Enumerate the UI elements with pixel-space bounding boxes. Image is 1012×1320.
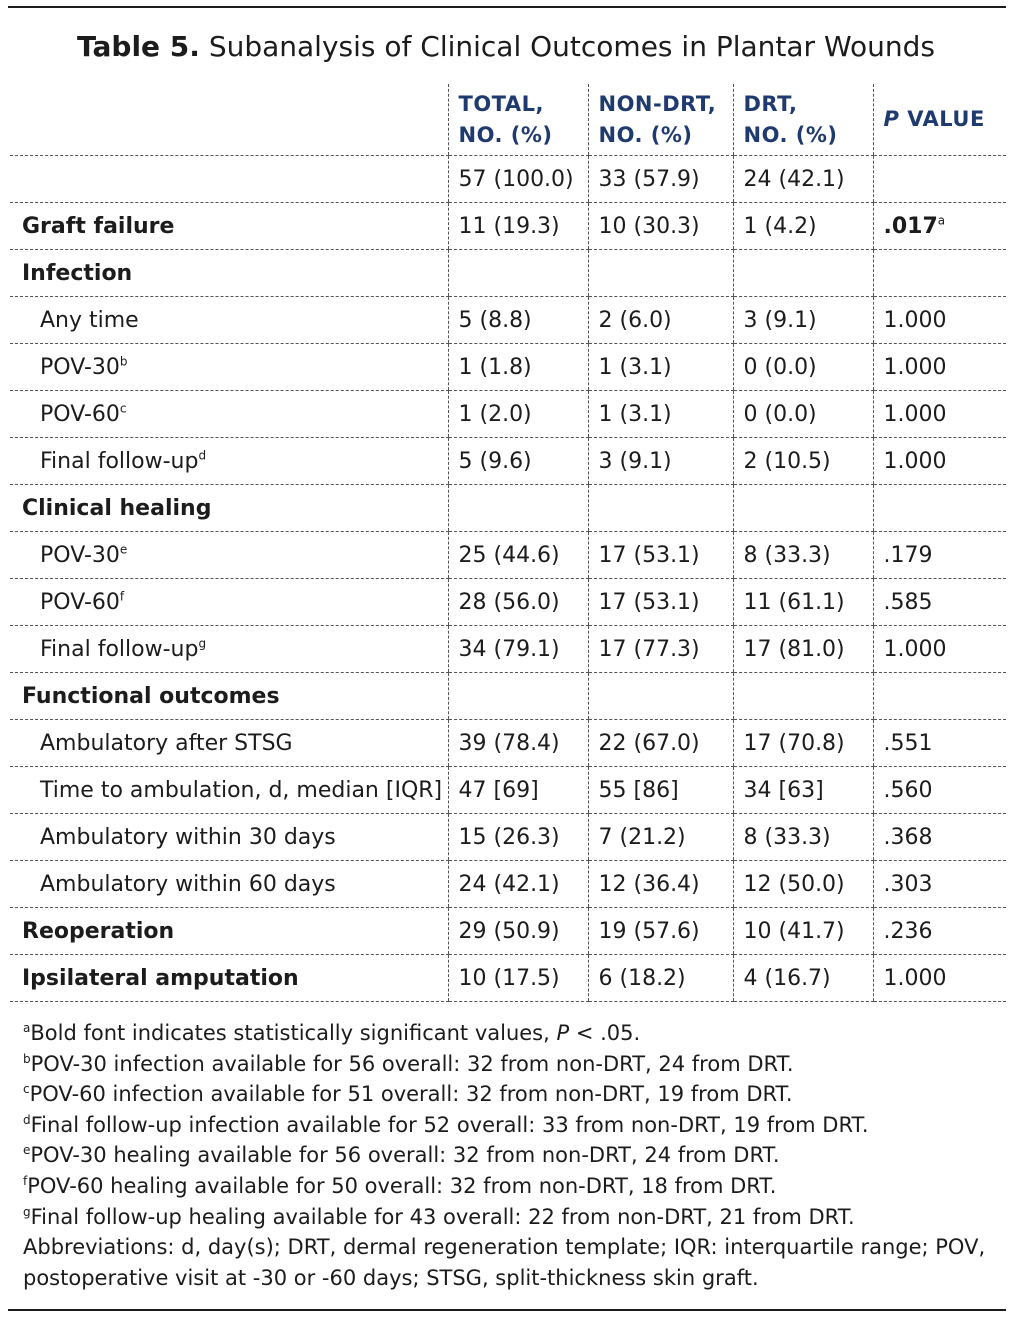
table-title	[0, 30, 1012, 64]
section-label: Clinical healing	[10, 485, 448, 532]
cell-total: 57 (100.0)	[448, 156, 588, 203]
cell-non-drt	[588, 250, 733, 297]
row-label: POV-30e	[10, 532, 448, 579]
table-row	[10, 532, 1006, 579]
footnote-c: $^c$POV-60 infection available for 51 overall: 32 from non-DRT, 19 from DRT.	[23, 1082, 793, 1107]
cell-non-drt: 7 (21.2)	[588, 814, 733, 861]
cell-p-value: .017$^a$	[873, 203, 1006, 250]
cell-non-drt: 17 (53.1)	[588, 532, 733, 579]
footnote-mark: e	[119, 542, 128, 557]
table-row	[10, 579, 1006, 626]
cell-non-drt: 12 (36.4)	[588, 861, 733, 908]
footnote-mark: c	[119, 401, 127, 416]
cell-non-drt: 1 (3.1)	[588, 344, 733, 391]
row-label: Any time	[10, 297, 448, 344]
footnote-b: $^b$POV-30 infection available for 56 overall: 32 from non-DRT, 24 from DRT.	[23, 1051, 794, 1076]
cell-p-value: 1.000	[873, 297, 1006, 344]
row-label: Ambulatory within 60 days	[10, 861, 448, 908]
header-total: TOTAL, NO. (%)	[448, 84, 588, 156]
cell-non-drt	[588, 485, 733, 532]
table-row	[10, 720, 1006, 767]
row-label	[10, 156, 448, 203]
table-row	[10, 438, 1006, 485]
cell-p-value: 1.000	[873, 626, 1006, 673]
cell-p-value	[873, 673, 1006, 720]
cell-drt: 1 (4.2)	[733, 203, 873, 250]
cell-non-drt: 1 (3.1)	[588, 391, 733, 438]
cell-non-drt: 10 (30.3)	[588, 203, 733, 250]
cell-total: 24 (42.1)	[448, 861, 588, 908]
cell-non-drt: 2 (6.0)	[588, 297, 733, 344]
footnote-a: $^a$Bold font indicates statistically significant values, P < .05.	[23, 1021, 641, 1045]
table-row	[10, 908, 1006, 955]
header-drt: DRT, NO. (%)	[733, 84, 873, 156]
footnote-g: $^g$Final follow-up healing available for 43 overall: 22 from non-DRT, 21 from DRT.	[23, 1204, 855, 1229]
cell-total: 28 (56.0)	[448, 579, 588, 626]
table-row	[10, 344, 1006, 391]
table-row	[10, 814, 1006, 861]
bottom-rule	[8, 1309, 1006, 1311]
row-label: Final follow-$up^d$	[10, 438, 448, 485]
cell-p-value: 1.000	[873, 955, 1006, 1002]
table-footnotes	[23, 1018, 998, 1293]
outcomes-table	[10, 84, 1006, 1002]
table-caption: Subanalysis of Clinical Outcomes in Plantar Wounds	[208, 30, 935, 63]
cell-drt: 11 (61.1)	[733, 579, 873, 626]
cell-p-value: .368	[873, 814, 1006, 861]
table-row	[10, 955, 1006, 1002]
footnote-d: $^d$Final follow-up infection available for 52 overall: 33 from non-DRT, 19 from DRT.	[23, 1112, 869, 1137]
table-row	[10, 250, 1006, 297]
cell-non-drt	[588, 673, 733, 720]
table-row	[10, 391, 1006, 438]
row-label: Graft failure	[10, 203, 448, 250]
abbreviations-note: Abbreviations: d, day(s); DRT, dermal regeneration template; IQR: interquartile range; POV, postoperative visit at -30 or -60 days; STSG, split-thickness skin graft.	[23, 1235, 986, 1290]
footnote-f: $^f$POV-60 healing available for 50 overall: 32 from non-DRT, 18 from DRT.	[23, 1173, 777, 1198]
cell-total: 34 (79.1)	[448, 626, 588, 673]
cell-total	[448, 485, 588, 532]
table-row	[10, 626, 1006, 673]
cell-p-value	[873, 156, 1006, 203]
table-row	[10, 861, 1006, 908]
table-row	[10, 297, 1006, 344]
cell-total: 39 (78.4)	[448, 720, 588, 767]
cell-total: 1 (2.0)	[448, 391, 588, 438]
cell-p-value: 1.000	[873, 391, 1006, 438]
cell-total: 1 (1.8)	[448, 344, 588, 391]
cell-p-value: .236	[873, 908, 1006, 955]
cell-p-value: .179	[873, 532, 1006, 579]
row-label: POV-60$^c$	[10, 391, 448, 438]
footnote-mark: a	[937, 213, 946, 228]
cell-p-value	[873, 250, 1006, 297]
cell-drt: 17 (81.0)	[733, 626, 873, 673]
cell-non-drt: 22 (67.0)	[588, 720, 733, 767]
cell-non-drt: 19 (57.6)	[588, 908, 733, 955]
cell-p-value	[873, 485, 1006, 532]
row-label: Final follow-$up^g$	[10, 626, 448, 673]
row-label: Ipsilateral amputation	[10, 955, 448, 1002]
row-label: POV-30$^b$	[10, 344, 448, 391]
cell-non-drt: 17 (53.1)	[588, 579, 733, 626]
header-row	[10, 84, 1006, 156]
cell-drt: 4 (16.7)	[733, 955, 873, 1002]
cell-drt: 8 (33.3)	[733, 532, 873, 579]
section-label: Functional outcomes	[10, 673, 448, 720]
cell-p-value: 1.000	[873, 438, 1006, 485]
cell-drt: 12 (50.0)	[733, 861, 873, 908]
cell-total	[448, 673, 588, 720]
header-p-value: P VALUE	[873, 84, 1006, 156]
cell-drt: 0 (0.0)	[733, 391, 873, 438]
cell-total: 5 (8.8)	[448, 297, 588, 344]
cell-non-drt: 6 (18.2)	[588, 955, 733, 1002]
cell-total	[448, 250, 588, 297]
cell-drt: 34 [63]	[733, 767, 873, 814]
top-rule	[8, 6, 1006, 8]
cell-total: 15 (26.3)	[448, 814, 588, 861]
footnote-mark: b	[119, 354, 128, 369]
cell-drt: 10 (41.7)	[733, 908, 873, 955]
cell-drt	[733, 485, 873, 532]
table-row	[10, 485, 1006, 532]
cell-drt	[733, 673, 873, 720]
section-label: Infection	[10, 250, 448, 297]
footnote-mark: f	[119, 589, 125, 604]
cell-p-value: .585	[873, 579, 1006, 626]
cell-drt: 0 (0.0)	[733, 344, 873, 391]
cell-total: 5 (9.6)	[448, 438, 588, 485]
cell-drt: 2 (10.5)	[733, 438, 873, 485]
cell-p-value: .303	[873, 861, 1006, 908]
header-non-drt: NON-DRT, NO. (%)	[588, 84, 733, 156]
cell-non-drt: 55 [86]	[588, 767, 733, 814]
cell-drt: 17 (70.8)	[733, 720, 873, 767]
row-label: Ambulatory within 30 days	[10, 814, 448, 861]
cell-total: 29 (50.9)	[448, 908, 588, 955]
cell-drt: 3 (9.1)	[733, 297, 873, 344]
footnote-e: $^e$POV-30 healing available for 56 overall: 32 from non-DRT, 24 from DRT.	[23, 1143, 780, 1168]
row-label: Ambulatory after STSG	[10, 720, 448, 767]
cell-non-drt: 17 (77.3)	[588, 626, 733, 673]
table-row	[10, 203, 1006, 250]
cell-drt	[733, 250, 873, 297]
cell-drt: 8 (33.3)	[733, 814, 873, 861]
header-blank	[10, 84, 448, 156]
cell-p-value: 1.000	[873, 344, 1006, 391]
cell-non-drt: 33 (57.9)	[588, 156, 733, 203]
footnote-mark: d	[198, 448, 207, 463]
row-label: Reoperation	[10, 908, 448, 955]
row-label: Time to ambulation, d, median [IQR]	[10, 767, 448, 814]
row-label: POV-60$^f$	[10, 579, 448, 626]
cell-total: 25 (44.6)	[448, 532, 588, 579]
cell-p-value: .551	[873, 720, 1006, 767]
cell-total: 10 (17.5)	[448, 955, 588, 1002]
cell-total: 47 [69]	[448, 767, 588, 814]
cell-total: 11 (19.3)	[448, 203, 588, 250]
footnote-mark: g	[198, 636, 207, 651]
table-row	[10, 673, 1006, 720]
cell-p-value: .560	[873, 767, 1006, 814]
table-row	[10, 156, 1006, 203]
cell-drt: 24 (42.1)	[733, 156, 873, 203]
cell-non-drt: 3 (9.1)	[588, 438, 733, 485]
table-number: Table 5.	[77, 30, 200, 63]
table-row	[10, 767, 1006, 814]
